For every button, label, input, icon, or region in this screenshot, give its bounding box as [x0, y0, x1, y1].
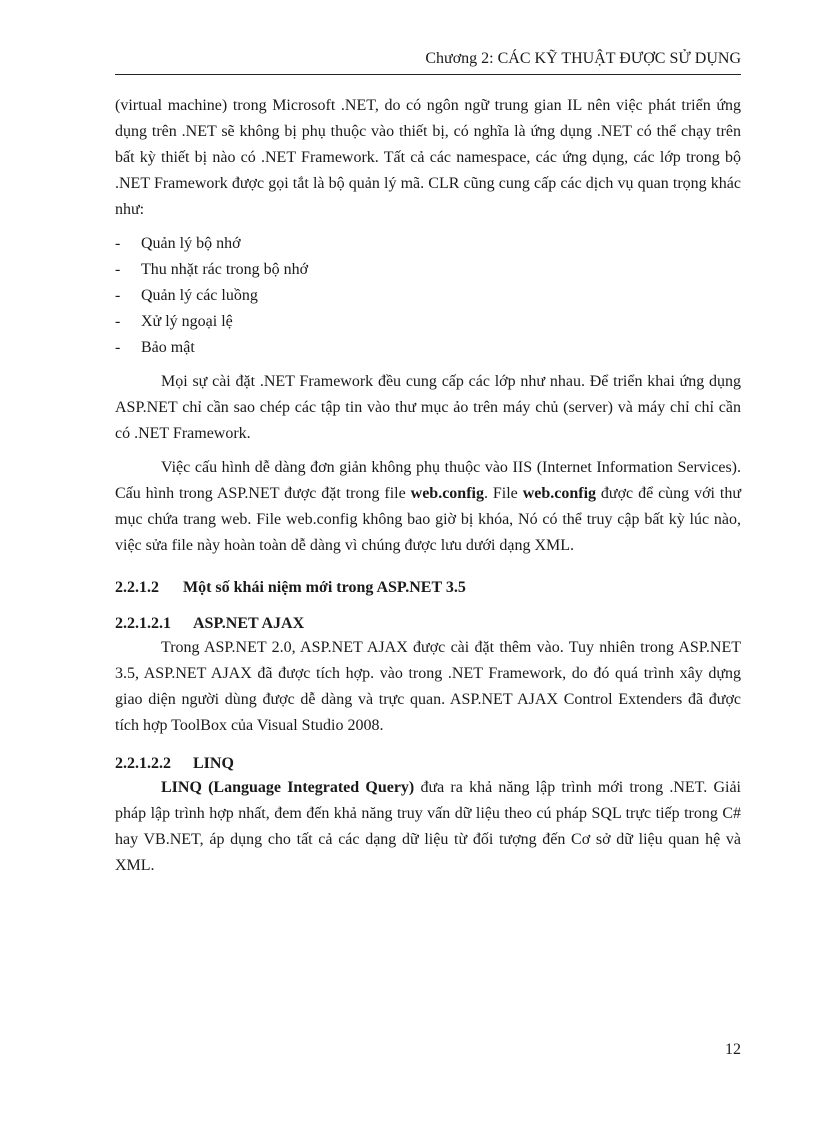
list-item-text: Bảo mật: [141, 339, 195, 356]
page-number: 12: [725, 1041, 741, 1058]
config-filename-bold: web.config: [410, 485, 484, 502]
list-item-text: Thu nhặt rác trong bộ nhớ: [141, 261, 309, 278]
bullet-dash: -: [115, 235, 121, 252]
list-item: [115, 309, 741, 335]
list-item: [115, 283, 741, 309]
bullet-dash: -: [115, 261, 121, 278]
linq-text: đưa ra khả năng lập trình mới trong .NET. Giải pháp lập trình hợp nhất, đem đến khả năng truy vấn dữ liệu theo cú pháp SQL trực tiếp trong C# hay VB.NET, áp dụng cho tất cả các dạng dữ liệu từ đối tượng đến Cơ sở dữ liệu quan hệ và XML.: [115, 779, 742, 874]
configuration-paragraph: [115, 455, 741, 559]
subsection-heading-linq: [115, 753, 741, 775]
list-item-text: Xử lý ngoại lệ: [141, 313, 233, 330]
running-header: [115, 49, 741, 75]
section-heading-2-2-1-2: [115, 577, 741, 599]
list-item-text: Quản lý các luồng: [141, 287, 258, 304]
page-body: [115, 93, 741, 879]
services-list: [115, 231, 741, 361]
section-number: 2.2.1.2: [115, 579, 159, 596]
list-item-text: Quản lý bộ nhớ: [141, 235, 241, 252]
bullet-dash: -: [115, 287, 121, 304]
config-text-2: . File: [483, 485, 523, 502]
list-item: [115, 335, 741, 361]
list-item: [115, 231, 741, 257]
subsection-number: 2.2.1.2.2: [115, 755, 171, 772]
bullet-dash: -: [115, 313, 121, 330]
subsection-title: ASP.NET AJAX: [193, 615, 305, 632]
subsection-heading-ajax: [115, 613, 741, 635]
subsection-number: 2.2.1.2.1: [115, 615, 171, 632]
subsection-title: LINQ: [193, 755, 234, 772]
list-item: [115, 257, 741, 283]
section-title: Một số khái niệm mới trong ASP.NET 3.5: [183, 579, 466, 596]
ajax-paragraph: Trong ASP.NET 2.0, ASP.NET AJAX được cài đặt thêm vào. Tuy nhiên trong ASP.NET 3.5, ASP.NET AJAX đã được tích hợp. vào trong .NET Framework, do đó quá trình xây dựng giao diện người dùng được dễ dàng và trực quan. ASP.NET AJAX Control Extenders đã được tích hợp ToolBox của Visual Studio 2008.: [115, 639, 741, 734]
chapter-title: Chương 2: CÁC KỸ THUẬT ĐƯỢC SỬ DỤNG: [425, 50, 741, 67]
bullet-dash: -: [115, 339, 121, 356]
intro-paragraph: (virtual machine) trong Microsoft .NET, do có ngôn ngữ trung gian IL nên việc phát triển ứng dụng trên .NET sẽ không bị phụ thuộc vào thiết bị, có nghĩa là ứng dụng .NET có thể chạy trên bất kỳ thiết bị nào có .NET Framework. Tất cả các namespace, các ứng dụng, các lớp trong bộ .NET Framework được gọi tắt là bộ quản lý mã. CLR cũng cung cấp các dịch vụ quan trọng khác như:: [115, 97, 741, 218]
deployment-paragraph: Mọi sự cài đặt .NET Framework đều cung cấp các lớp như nhau. Để triển khai ứng dụng ASP.NET chỉ cần sao chép các tập tin vào thư mục ảo trên máy chủ (server) và máy chỉ chỉ cần có .NET Framework.: [115, 373, 741, 442]
linq-paragraph: [115, 775, 741, 879]
config-text-3: được để cùng với thư mục chứa trang web. File web.config không bao giờ bị khóa, Nó có thể truy cập bất kỳ lúc nào, việc sửa file này hoàn toàn dễ dàng vì chúng được lưu dưới dạng XML.: [115, 485, 742, 554]
config-text-1: Việc cấu hình dễ dàng đơn giản không phụ thuộc vào IIS (Internet Information Services). Cấu hình trong ASP.NET được đặt trong file: [115, 459, 741, 502]
config-filename-bold: web.config: [522, 485, 597, 502]
linq-term-bold: LINQ (Language Integrated Query): [161, 779, 415, 796]
